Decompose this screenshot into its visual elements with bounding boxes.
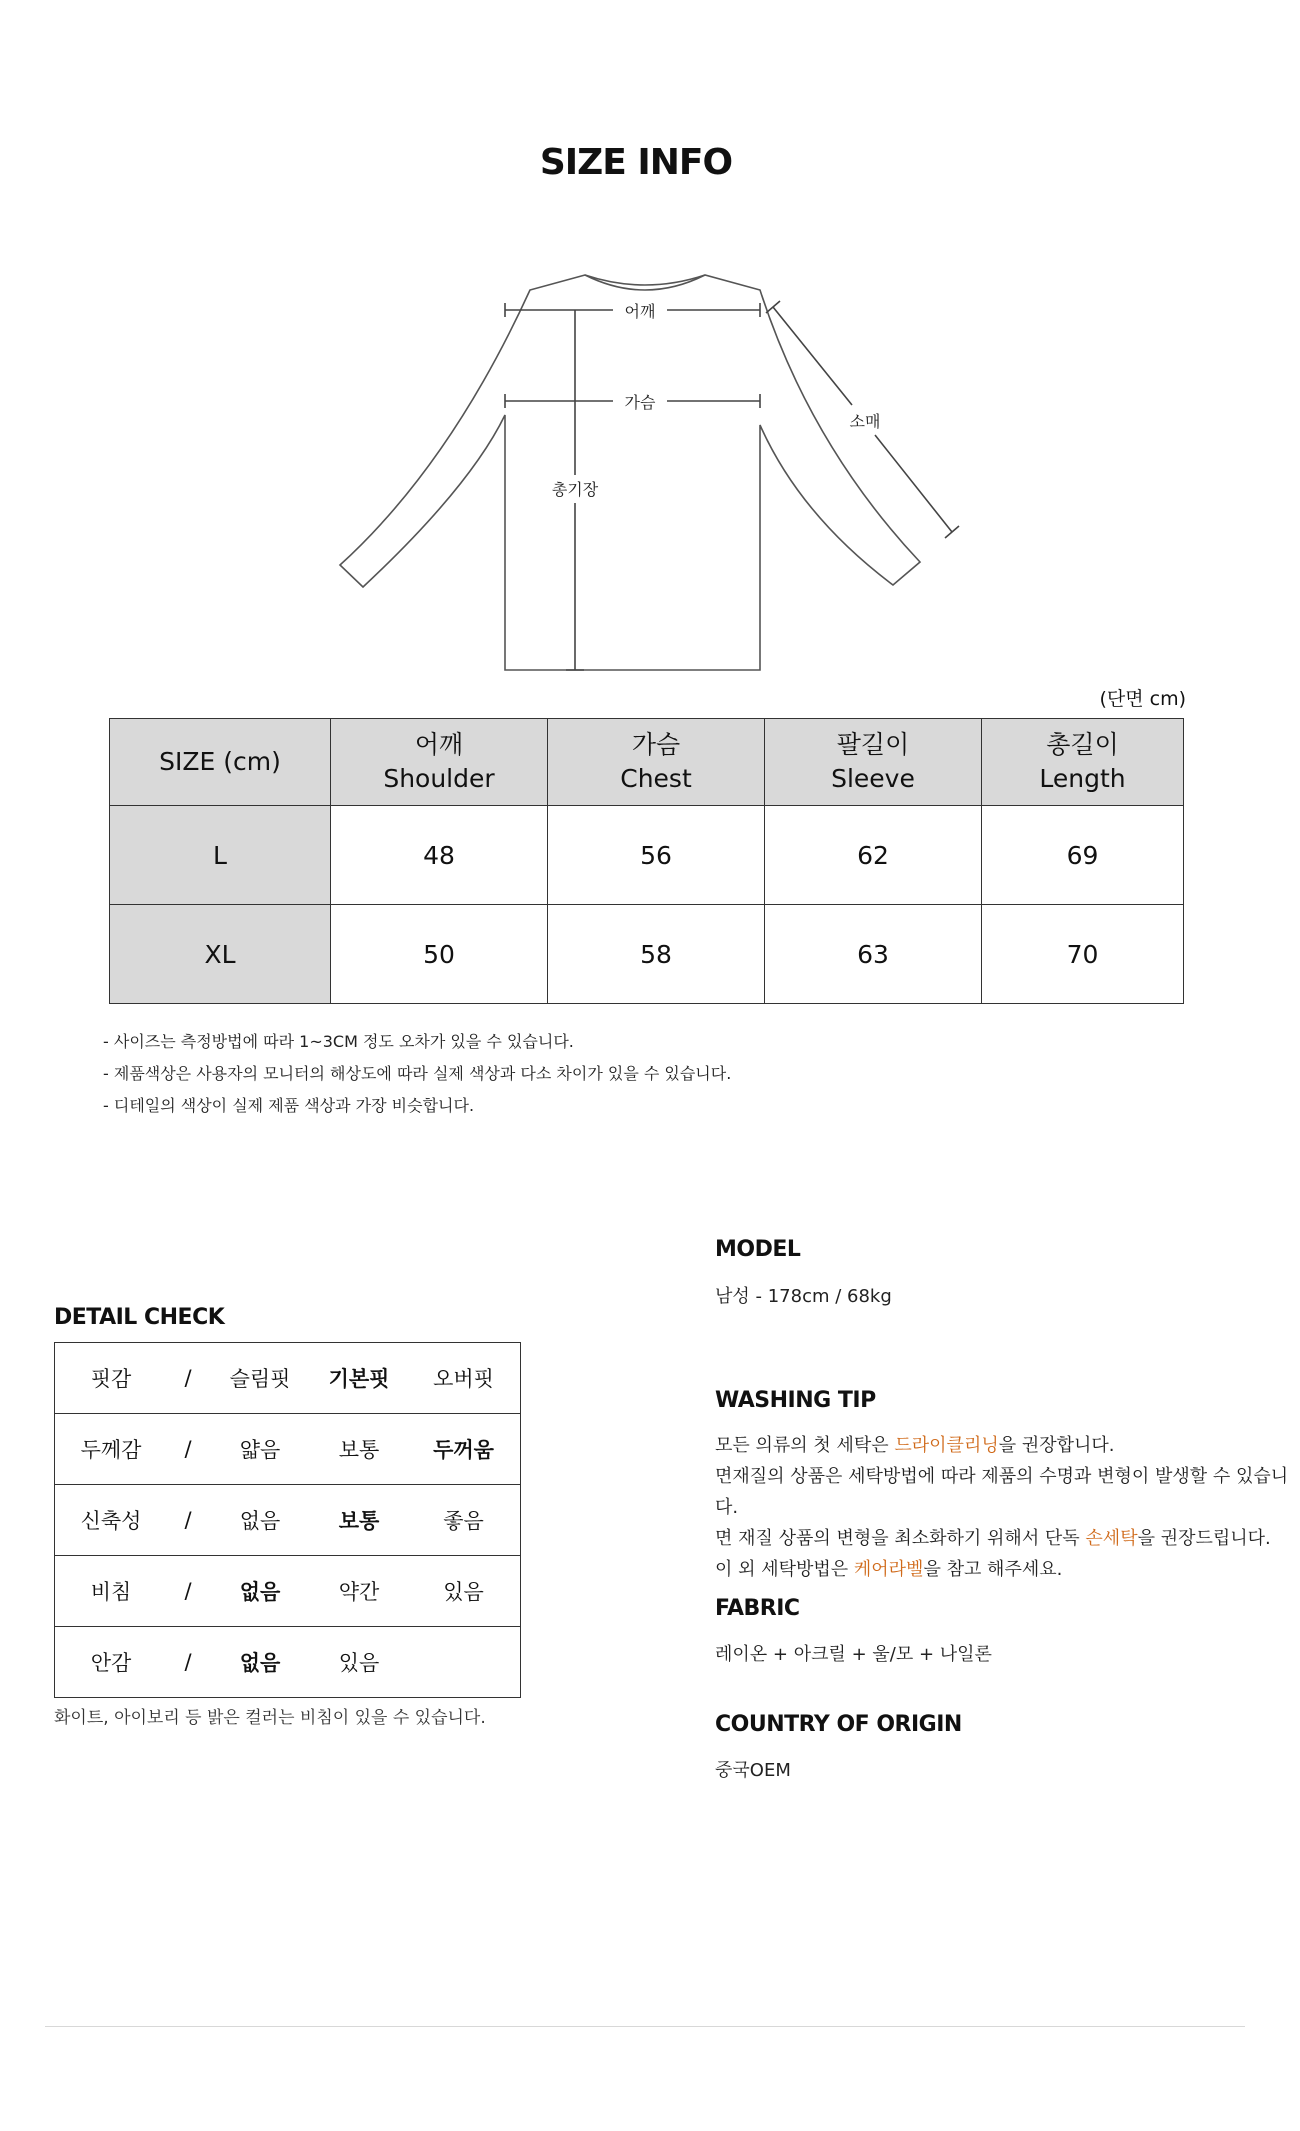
- detail-option: 좋음: [443, 1509, 484, 1533]
- garment-measurement-diagram: [330, 265, 970, 685]
- highlight-care-label: 케어라벨: [853, 1559, 924, 1580]
- length-label: 총기장: [551, 480, 599, 499]
- detail-option: 없음: [239, 1651, 281, 1675]
- model-text: 남성 - 178cm / 68kg: [715, 1286, 892, 1307]
- header-length: 총길이 Length: [982, 719, 1184, 806]
- detail-option: 있음: [338, 1651, 380, 1675]
- fabric-text: 레이온 + 아크릴 + 울/모 + 나일론: [715, 1644, 992, 1665]
- detail-label: 두께감: [80, 1438, 142, 1462]
- size-cell: L: [110, 806, 331, 905]
- chest-value: 56: [548, 806, 765, 905]
- highlight-hand-wash: 손세탁: [1085, 1528, 1138, 1549]
- shoulder-value: 48: [331, 806, 548, 905]
- washing-line-3: 면 재질 상품의 변형을 최소화하기 위해서 단독 손세탁을 권장드립니다.: [715, 1528, 1271, 1549]
- detail-label: 안감: [90, 1651, 132, 1675]
- detail-row-lining: [55, 1627, 521, 1698]
- origin-text: 중국OEM: [715, 1760, 791, 1781]
- size-notes: [103, 1026, 731, 1122]
- detail-option: [407, 1627, 521, 1698]
- size-table: [109, 718, 1184, 1004]
- note-item: - 제품색상은 사용자의 모니터의 해상도에 따라 실제 색상과 다소 차이가 있을 수 있습니다.: [103, 1064, 732, 1083]
- detail-check-title: DETAIL CHECK: [54, 1305, 225, 1330]
- origin-title: COUNTRY OF ORIGIN: [715, 1712, 962, 1737]
- length-value: 69: [982, 806, 1184, 905]
- separator: /: [184, 1508, 192, 1532]
- length-value: 70: [982, 905, 1184, 1004]
- sleeve-value: 62: [765, 806, 982, 905]
- detail-option: 얇음: [239, 1438, 281, 1462]
- detail-check-note: 화이트, 아이보리 등 밝은 컬러는 비침이 있을 수 있습니다.: [54, 1708, 486, 1728]
- washing-line-4: 이 외 세탁방법은 케어라벨을 참고 해주세요.: [715, 1559, 1063, 1580]
- chest-value: 58: [548, 905, 765, 1004]
- chest-label: 가슴: [624, 393, 656, 412]
- fabric-title: FABRIC: [715, 1596, 800, 1621]
- washing-tip-text: [715, 1430, 1300, 1585]
- detail-option: 있음: [443, 1580, 484, 1604]
- detail-option: 슬림핏: [229, 1367, 291, 1391]
- sweater-outline: [340, 275, 920, 670]
- detail-label: 핏감: [90, 1367, 132, 1391]
- detail-option: 오버핏: [433, 1367, 494, 1391]
- detail-row-fit: [55, 1343, 521, 1414]
- highlight-dry-cleaning: 드라이클리닝: [894, 1435, 999, 1456]
- note-item: - 디테일의 색상이 실제 제품 색상과 가장 비슷합니다.: [103, 1096, 475, 1115]
- detail-option: 없음: [239, 1580, 281, 1604]
- header-shoulder: 어깨 Shoulder: [331, 719, 548, 806]
- detail-option: 보통: [338, 1438, 380, 1462]
- shoulder-value: 50: [331, 905, 548, 1004]
- detail-row-sheerness: [55, 1556, 521, 1627]
- washing-line-2: 면재질의 상품은 세탁방법에 따라 제품의 수명과 변형이 발생할 수 있습니다.: [715, 1466, 1289, 1518]
- note-item: - 사이즈는 측정방법에 따라 1~3CM 정도 오차가 있을 수 있습니다.: [103, 1032, 574, 1051]
- detail-option: 기본핏: [328, 1367, 390, 1391]
- size-table-header-row: [110, 719, 1184, 806]
- sleeve-label: 소매: [849, 412, 881, 431]
- separator: /: [184, 1437, 192, 1461]
- shoulder-label: 어깨: [624, 302, 656, 321]
- page-title: SIZE INFO: [539, 142, 733, 183]
- separator: /: [184, 1579, 192, 1603]
- washing-line-1: 모든 의류의 첫 세탁은 드라이클리닝을 권장합니다.: [715, 1435, 1115, 1456]
- size-cell: XL: [110, 905, 331, 1004]
- detail-check-table: [54, 1342, 521, 1698]
- sleeve-value: 63: [765, 905, 982, 1004]
- header-size: SIZE (cm): [110, 719, 331, 806]
- detail-option: 보통: [338, 1509, 380, 1533]
- model-title: MODEL: [715, 1237, 801, 1262]
- detail-option: 두꺼움: [433, 1438, 494, 1462]
- table-row: [110, 806, 1184, 905]
- separator: /: [184, 1366, 192, 1390]
- header-chest: 가슴 Chest: [548, 719, 765, 806]
- unit-note: (단면 cm): [1099, 688, 1186, 710]
- detail-option: 없음: [239, 1509, 281, 1533]
- detail-label: 신축성: [80, 1509, 142, 1533]
- divider: [45, 2026, 1245, 2027]
- table-row: [110, 905, 1184, 1004]
- detail-label: 비침: [90, 1580, 132, 1604]
- detail-row-stretch: [55, 1485, 521, 1556]
- header-sleeve: 팔길이 Sleeve: [765, 719, 982, 806]
- detail-option: 약간: [338, 1580, 380, 1604]
- separator: /: [184, 1650, 192, 1674]
- detail-row-thickness: [55, 1414, 521, 1485]
- washing-tip-title: WASHING TIP: [715, 1388, 876, 1413]
